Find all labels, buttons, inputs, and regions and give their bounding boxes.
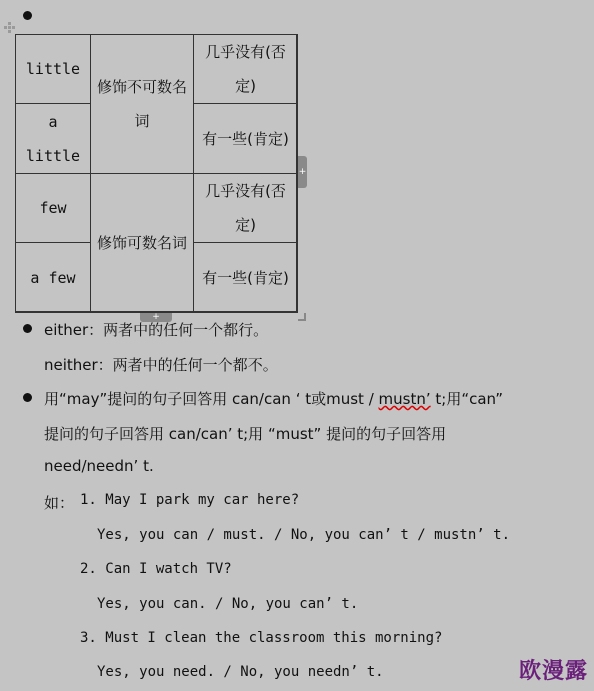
table-cell-word: a few: [16, 243, 91, 313]
table-cell-usage: 修饰不可数名词: [91, 35, 194, 174]
table-cell-word: a little: [16, 104, 91, 174]
note-may-line1-prefix: 用“may”提问的句子回答用 can/can ‘ t或must /: [44, 390, 379, 408]
table-resize-handle-icon[interactable]: [298, 313, 306, 321]
table-cell-meaning: 几乎没有(否定): [194, 35, 298, 104]
note-either: either：两者中的任何一个都行。: [44, 321, 269, 339]
add-row-button[interactable]: +: [140, 313, 172, 322]
table-cell-meaning: 有一些(肯定): [194, 104, 298, 174]
example-2-answer: Yes, you can. / No, you can’ t.: [97, 596, 359, 612]
table-cell-usage: 修饰可数名词: [91, 174, 194, 313]
bullet-may: [23, 393, 32, 402]
note-may-line1-underlined: mustn’: [378, 390, 431, 408]
note-may-line1-suffix: t;用“can”: [430, 390, 503, 408]
vocabulary-table: [15, 34, 297, 312]
example-1-question: 1. May I park my car here?: [80, 492, 300, 508]
note-may-line2: 提问的句子回答用 can/can’ t;用 “must” 提问的句子回答用: [44, 425, 447, 443]
example-3-answer: Yes, you need. / No, you needn’ t.: [97, 664, 384, 680]
bullet-top: [23, 11, 32, 20]
note-neither: neither：两者中的任何一个都不。: [44, 356, 278, 374]
table-move-handle-icon[interactable]: [4, 22, 16, 34]
example-2-question: 2. Can I watch TV?: [80, 561, 232, 577]
example-3-question: 3. Must I clean the classroom this morning?: [80, 630, 443, 646]
watermark-logo: 欧漫露: [518, 659, 588, 684]
table-cell-meaning: 几乎没有(否定): [194, 174, 298, 243]
example-label: 如：: [44, 494, 75, 512]
example-1-answer: Yes, you can / must. / No, you can’ t / mustn’ t.: [97, 527, 511, 543]
table-cell-word: few: [16, 174, 91, 243]
note-may-line1: [44, 388, 503, 409]
note-may-line3: need/needn’ t.: [44, 457, 154, 475]
table-cell-word: little: [16, 35, 91, 104]
add-column-button[interactable]: +: [298, 156, 307, 188]
bullet-either: [23, 324, 32, 333]
table-cell-meaning: 有一些(肯定): [194, 243, 298, 313]
